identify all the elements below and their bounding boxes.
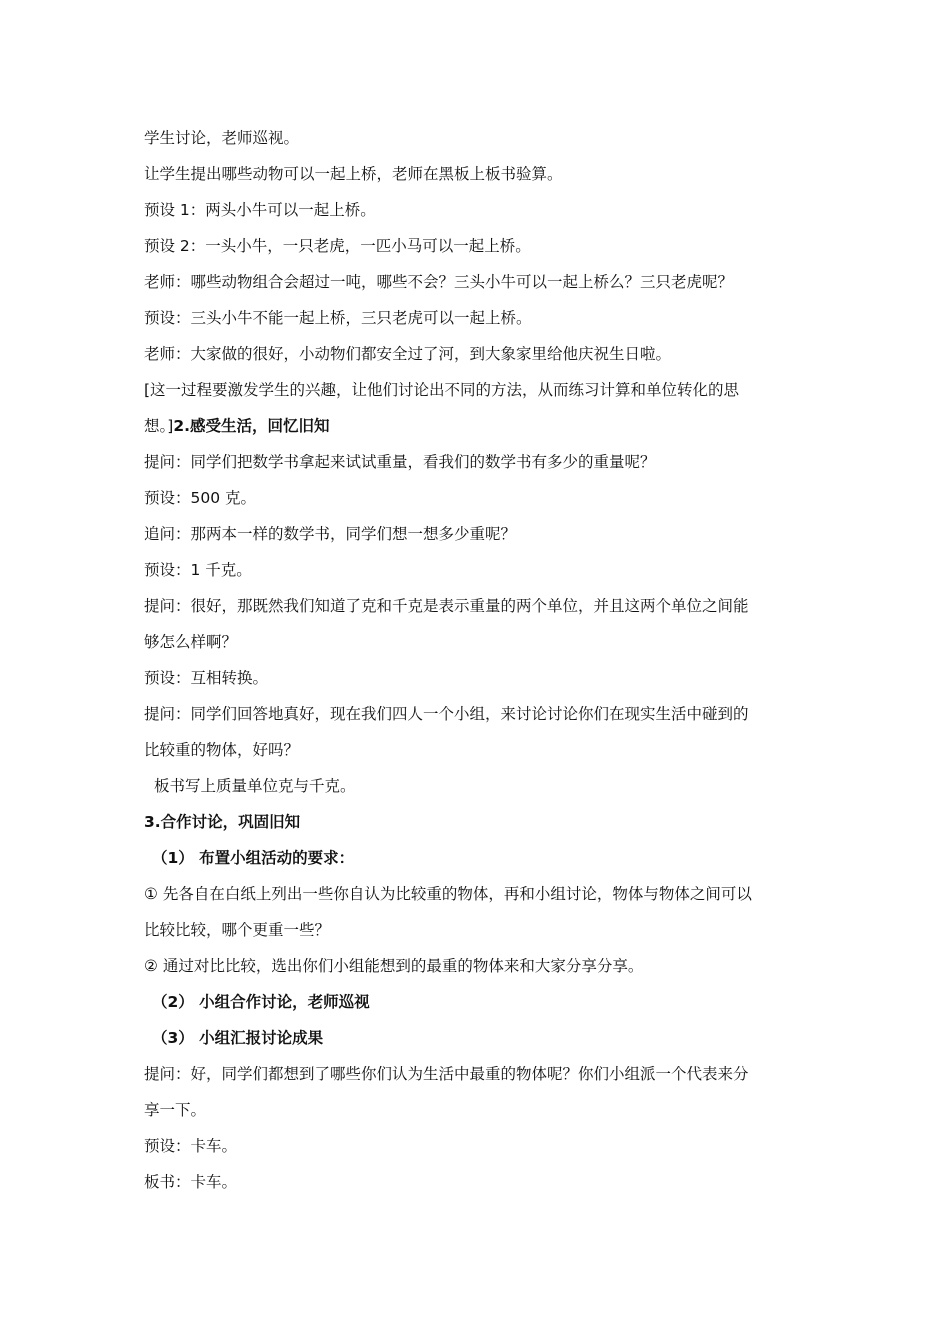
paragraph-line: 预设：互相转换。 — [144, 669, 269, 687]
paragraph-line: 追问：那两本一样的数学书，同学们想一想多少重呢？ — [144, 525, 517, 543]
subsection-heading: （3） 小组汇报讨论成果 — [152, 1029, 324, 1047]
paragraph-line: 预设：三头小牛不能一起上桥，三只老虎可以一起上桥。 — [144, 309, 532, 327]
paragraph-line: 提问：同学们回答地真好，现在我们四人一个小组，来讨论讨论你们在现实生活中碰到的 — [144, 705, 749, 723]
paragraph-line: 预设：卡车。 — [144, 1137, 238, 1155]
paragraph-line: 板书：卡车。 — [144, 1173, 238, 1191]
subsection-heading: （2） 小组合作讨论，老师巡视 — [152, 993, 370, 1011]
paragraph-line: 老师：大家做的很好，小动物们都安全过了河，到大象家里给他庆祝生日啦。 — [144, 345, 672, 363]
paragraph-line: 提问：好，同学们都想到了哪些你们认为生活中最重的物体呢？你们小组派一个代表来分 — [144, 1065, 749, 1083]
paragraph-line: ① 先各自在白纸上列出一些你自认为比较重的物体，再和小组讨论，物体与物体之间可以 — [144, 885, 752, 903]
paragraph-line: 享一下。 — [144, 1101, 207, 1119]
paragraph-line: 板书写上质量单位克与千克。 — [154, 777, 356, 795]
paragraph-line: 提问：很好，那既然我们知道了克和千克是表示重量的两个单位，并且这两个单位之间能 — [144, 597, 749, 615]
paragraph-line — [144, 416, 814, 436]
paragraph-line: 比较重的物体，好吗？ — [144, 741, 300, 759]
paragraph-line: 预设 1：两头小牛可以一起上桥。 — [144, 201, 376, 219]
paragraph-line-end: 想。] — [144, 417, 174, 435]
paragraph-line: 提问：同学们把数学书拿起来试试重量，看我们的数学书有多少的重量呢？ — [144, 453, 656, 471]
paragraph-line: 够怎么样啊？ — [144, 633, 238, 651]
paragraph-line: 预设：500 克。 — [144, 489, 257, 507]
subsection-heading: （1） 布置小组活动的要求： — [152, 849, 355, 867]
paragraph-line: 预设：1 千克。 — [144, 561, 252, 579]
paragraph-line: 预设 2：一头小牛，一只老虎，一匹小马可以一起上桥。 — [144, 237, 531, 255]
paragraph-line: 学生讨论，老师巡视。 — [144, 129, 300, 147]
section-heading: 3.合作讨论，巩固旧知 — [144, 813, 301, 831]
paragraph-line: 老师：哪些动物组合会超过一吨，哪些不会？三头小牛可以一起上桥么？三只老虎呢？ — [144, 273, 734, 291]
paragraph-line: 比较比较，哪个更重一些？ — [144, 921, 331, 939]
paragraph-line: [这一过程要激发学生的兴趣，让他们讨论出不同的方法，从而练习计算和单位转化的思 — [144, 381, 740, 399]
section-heading: 2.感受生活，回忆旧知 — [173, 417, 330, 435]
paragraph-line: ② 通过对比比较，选出你们小组能想到的最重的物体来和大家分享分享。 — [144, 957, 644, 975]
paragraph-line: 让学生提出哪些动物可以一起上桥，老师在黑板上板书验算。 — [144, 165, 563, 183]
